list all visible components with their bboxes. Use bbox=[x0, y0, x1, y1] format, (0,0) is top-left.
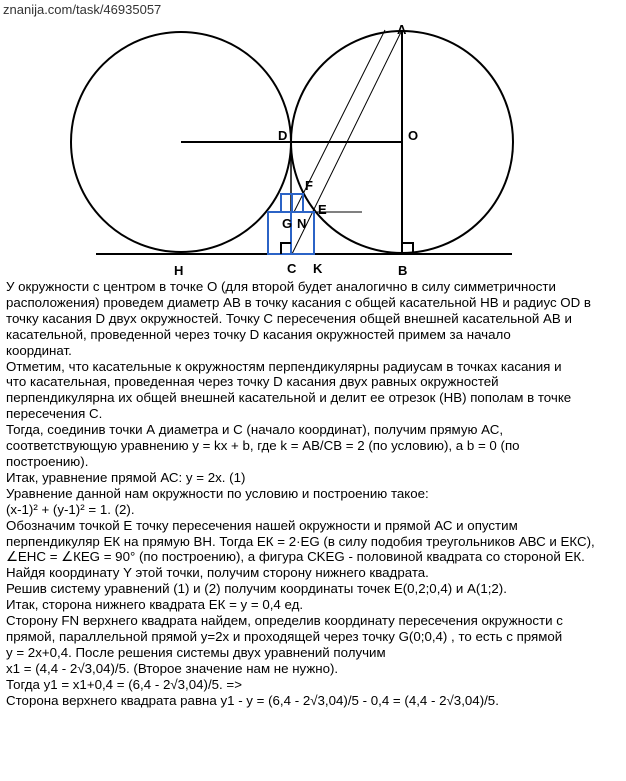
label-h: H bbox=[174, 263, 184, 278]
text-line: Итак, сторона нижнего квадрата ЕК = y = 0,4 ед. bbox=[6, 597, 304, 613]
text-line: y = 2x+0,4. После решения системы двух уравнений получим bbox=[6, 644, 386, 660]
text-line: Обозначим точкой Е точку пересечения нашей окружности и прямой АС и опустим bbox=[6, 517, 518, 533]
label-b: B bbox=[398, 263, 408, 278]
text-line: прямой, параллельной прямой y=2x и проходящей через точку G(0;0,4) , то есть с прямой bbox=[6, 628, 563, 644]
label-o: O bbox=[408, 128, 419, 143]
label-g: G bbox=[282, 216, 293, 231]
text-line: построению). bbox=[6, 453, 89, 469]
text-line: Найдя координату Y этой точки, получим сторону нижнего квадрата. bbox=[6, 565, 429, 581]
geometry-figure bbox=[0, 0, 626, 280]
label-k: K bbox=[313, 261, 323, 276]
text-line: перпендикулярна их общей внешней касательной и делит ее отрезок (НВ) пополам в точке bbox=[6, 390, 572, 406]
text-line: точку касания D двух окружностей. Точку С пересечения общей внешней касательной АВ и bbox=[6, 310, 572, 326]
right-angle-mark-c bbox=[281, 243, 291, 254]
text-line: касательной, проведенной через точку D касания окружностей примем за начало bbox=[6, 326, 511, 342]
label-d: D bbox=[278, 128, 288, 143]
watermark: znanija.com/task/46935057 bbox=[3, 2, 162, 17]
label-n: N bbox=[297, 216, 307, 231]
text-line: координат. bbox=[6, 342, 72, 358]
label-c: C bbox=[287, 261, 297, 276]
text-line: Уравнение данной нам окружности по условию и построению такое: bbox=[6, 485, 429, 501]
text-line: соответствующую уравнению y = kx + b, где k = АВ/СВ = 2 (по условию), а b = 0 (по bbox=[6, 438, 520, 454]
text-line: Итак, уравнение прямой АС: y = 2x. (1) bbox=[6, 469, 246, 485]
text-line: ∠ЕНС = ∠КЕG = 90° (по построению), а фигура CKEG - половиной квадрата со стороной ЕК. bbox=[6, 549, 585, 565]
text-line: x1 = (4,4 - 2√3,04)/5. (Второе значение нам не нужно). bbox=[6, 660, 339, 676]
text-line: пересечения С. bbox=[6, 406, 103, 422]
text-line: (x-1)² + (y-1)² = 1. (2). bbox=[6, 501, 135, 517]
solution-text bbox=[6, 279, 620, 708]
text-line: расположения) проведем диаметр АВ в точку касания с общей касательной НВ и радиус OD в bbox=[6, 294, 591, 310]
text-line: Сторона верхнего квадрата равна y1 - y = (6,4 - 2√3,04)/5 - 0,4 = (4,4 - 2√3,04)/5. bbox=[6, 692, 499, 708]
label-e: E bbox=[318, 202, 327, 217]
text-line: Тогда, соединив точки А диаметра и С (начало координат), получим прямую АС, bbox=[6, 422, 504, 438]
text-line: перпендикуляр ЕК на прямую ВН. Тогда ЕК = 2·EG (в силу подобия треугольников АВС и ЕКС), bbox=[6, 533, 595, 549]
label-a: A bbox=[397, 22, 407, 37]
text-line: Тогда y1 = x1+0,4 = (6,4 - 2√3,04)/5. => bbox=[6, 676, 242, 692]
text-line: Отметим, что касательные к окружностям перпендикулярны радиусам в точках касания и bbox=[6, 358, 562, 374]
text-line: Сторону FN верхнего квадрата найдем, определив координату пересечения окружности с bbox=[6, 613, 563, 629]
text-line: что касательная, проведенная через точку D касания двух равных окружностей bbox=[6, 374, 499, 390]
text-line: У окружности с центром в точке О (для второй будет аналогично в силу симметричности bbox=[6, 279, 556, 294]
text-line: Решив систему уравнений (1) и (2) получим координаты точек Е(0,2;0,4) и А(1;2). bbox=[6, 581, 507, 597]
label-f: F bbox=[305, 178, 313, 193]
